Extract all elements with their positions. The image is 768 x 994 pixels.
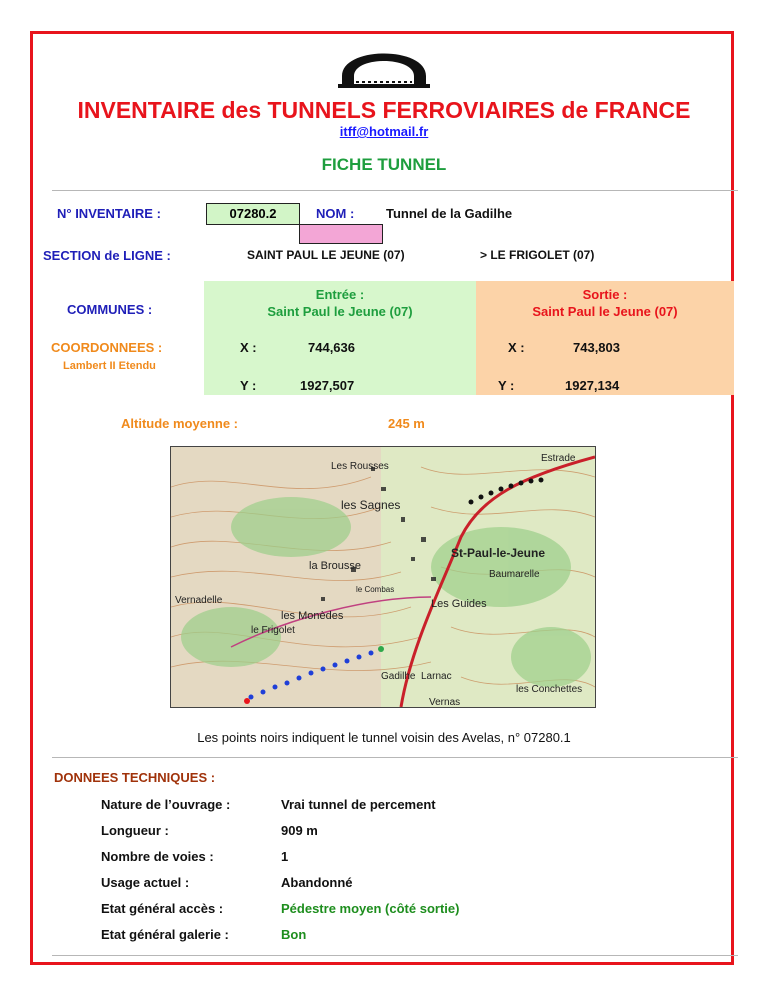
svg-text:les Conchettes: les Conchettes bbox=[516, 684, 583, 695]
coordonnees-label: COORDONNEES : bbox=[51, 340, 163, 355]
tech-value: Bon bbox=[281, 927, 307, 942]
svg-text:les Monèdes: les Monèdes bbox=[281, 610, 344, 622]
svg-text:le Frigolet: le Frigolet bbox=[251, 625, 295, 636]
map-drawing bbox=[171, 447, 595, 707]
tech-label: Etat général galerie : bbox=[101, 927, 229, 942]
entree-title: Entrée : bbox=[315, 287, 365, 302]
svg-text:les Sagnes: les Sagnes bbox=[341, 498, 401, 512]
entree-x-value: 744,636 bbox=[308, 340, 355, 355]
sortie-y-label: Y : bbox=[498, 378, 515, 393]
tech-label: Etat général accès : bbox=[101, 901, 224, 916]
entree-x-label: X : bbox=[240, 340, 257, 355]
entree-commune: Saint Paul le Jeune (07) bbox=[267, 304, 413, 319]
section-label: SECTION de LIGNE : bbox=[43, 248, 171, 263]
map-caption: Les points noirs indiquent le tunnel voisin des Avelas, n° 07280.1 bbox=[197, 730, 571, 745]
topographic-map bbox=[170, 446, 596, 708]
inventaire-label: N° INVENTAIRE : bbox=[57, 206, 161, 221]
section-to: > LE FRIGOLET (07) bbox=[480, 248, 595, 262]
altitude-value: 245 m bbox=[388, 416, 425, 431]
entree-y-label: Y : bbox=[240, 378, 257, 393]
divider bbox=[52, 955, 738, 956]
technique-title: DONNEES TECHNIQUES : bbox=[54, 770, 216, 785]
map-label: Les Rousses bbox=[331, 461, 389, 472]
section-from: SAINT PAUL LE JEUNE (07) bbox=[247, 248, 405, 262]
tech-value: Pédestre moyen (côté sortie) bbox=[281, 901, 460, 916]
svg-text:la Brousse: la Brousse bbox=[309, 560, 361, 572]
svg-text:Vernas: Vernas bbox=[429, 697, 461, 707]
svg-text:Gadilhe: Gadilhe bbox=[381, 671, 416, 682]
svg-text:Baumarelle: Baumarelle bbox=[489, 569, 540, 580]
divider bbox=[52, 757, 738, 758]
svg-text:St-Paul-le-Jeune: St-Paul-le-Jeune bbox=[451, 546, 546, 560]
coordonnees-sublabel: Lambert II Etendu bbox=[63, 360, 156, 372]
tech-label: Longueur : bbox=[101, 823, 169, 838]
svg-text:Larnac: Larnac bbox=[421, 671, 452, 682]
nom-label: NOM : bbox=[316, 206, 355, 221]
sortie-x-value: 743,803 bbox=[573, 340, 620, 355]
sortie-x-label: X : bbox=[508, 340, 525, 355]
tech-value: 909 m bbox=[281, 823, 318, 838]
tech-value: 1 bbox=[281, 849, 289, 864]
tech-value: Abandonné bbox=[281, 875, 353, 890]
svg-text:le Combas: le Combas bbox=[356, 585, 395, 594]
tunnel-logo bbox=[336, 36, 432, 90]
entree-y-value: 1927,507 bbox=[300, 378, 355, 393]
altitude-label: Altitude moyenne : bbox=[121, 416, 239, 431]
svg-text:Vernadelle: Vernadelle bbox=[175, 595, 223, 606]
color-swatch bbox=[299, 224, 383, 244]
sortie-title: Sortie : bbox=[582, 287, 628, 302]
section-title: FICHE TUNNEL bbox=[321, 155, 447, 174]
tech-label: Nombre de voies : bbox=[101, 849, 214, 864]
sortie-commune: Saint Paul le Jeune (07) bbox=[532, 304, 678, 319]
communes-label: COMMUNES : bbox=[67, 302, 153, 317]
tech-label: Usage actuel : bbox=[101, 875, 190, 890]
svg-text:Estrade: Estrade bbox=[541, 453, 576, 464]
nom-value: Tunnel de la Gadilhe bbox=[386, 206, 513, 221]
sortie-y-value: 1927,134 bbox=[565, 378, 620, 393]
tech-label: Nature de l’ouvrage : bbox=[101, 797, 231, 812]
inventaire-value: 07280.2 bbox=[206, 203, 300, 225]
email-link[interactable]: itff@hotmail.fr bbox=[339, 124, 429, 139]
page-title: INVENTAIRE des TUNNELS FERROVIAIRES de FRANCE bbox=[77, 97, 691, 123]
tech-value: Vrai tunnel de percement bbox=[281, 797, 436, 812]
divider bbox=[52, 190, 738, 191]
svg-text:Les Guides: Les Guides bbox=[431, 598, 487, 610]
